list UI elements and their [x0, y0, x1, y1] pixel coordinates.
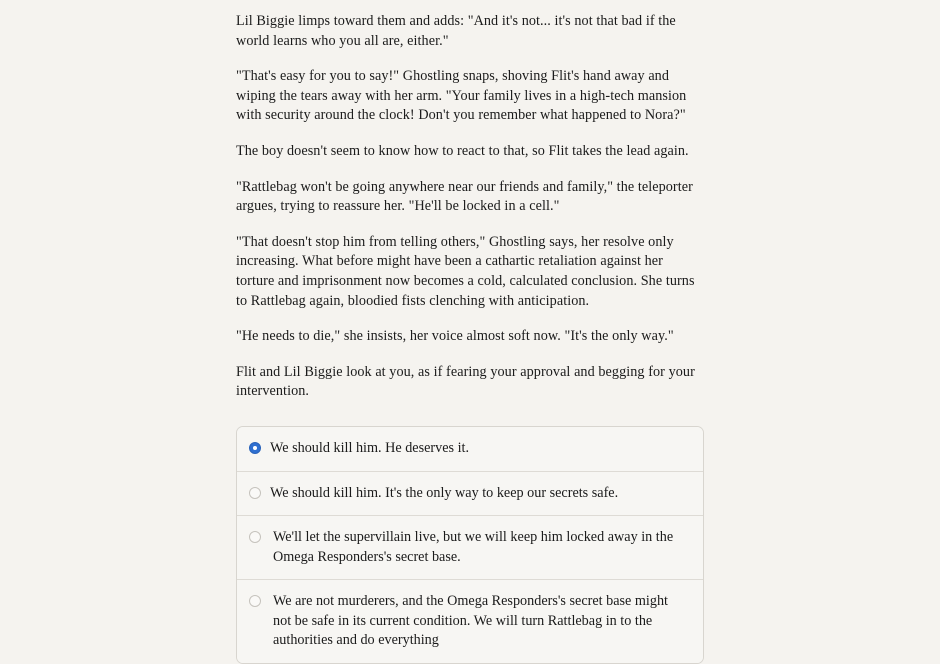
choice-option-kill-secrets[interactable]: [237, 471, 703, 516]
choice-option-label: We should kill him. He deserves it.: [270, 439, 470, 456]
choice-option-lock-away[interactable]: [237, 515, 703, 579]
radio-unselected-icon[interactable]: [249, 487, 261, 499]
story-paragraph: "That doesn't stop him from telling others," Ghostling says, her resolve only increasing. What before might have been a cathartic retaliation against her torture and imprisonment now becomes a cold, calculated conclusion. She turns to Rattlebag again, bloodied fists clenching with anticipation.: [236, 233, 695, 309]
radio-unselected-icon[interactable]: [249, 595, 261, 607]
choice-option-kill-deserves[interactable]: [237, 427, 703, 471]
story-paragraph: "He needs to die," she insists, her voice almost soft now. "It's the only way.": [236, 328, 674, 345]
radio-selected-icon[interactable]: [249, 442, 261, 454]
choice-list: [236, 426, 704, 664]
story-paragraph: The boy doesn't seem to know how to react to that, so Flit takes the lead again.: [236, 142, 689, 159]
radio-unselected-icon[interactable]: [249, 531, 261, 543]
story-column: [236, 0, 704, 664]
story-paragraph: "Rattlebag won't be going anywhere near our friends and family," the teleporter argues, trying to reassure her. "He'll be locked in a cell.": [236, 178, 693, 215]
choice-option-label: We are not murderers, and the Omega Responders's secret base might not be safe in its current condition. We will turn Rattlebag in to the authorities and do everything: [273, 593, 668, 649]
story-paragraph: "That's easy for you to say!" Ghostling snaps, shoving Flit's hand away and wiping the tears away with her arm. "Your family lives in a high-tech mansion with security around the clock! Don't you remember what happened to Nora?": [236, 68, 687, 124]
story-paragraph: Flit and Lil Biggie look at you, as if fearing your approval and begging for your intervention.: [236, 363, 695, 400]
choice-option-label: We should kill him. It's the only way to keep our secrets safe.: [270, 484, 619, 501]
story-paragraph: Lil Biggie limps toward them and adds: "And it's not... it's not that bad if the world learns who you all are, either.": [236, 13, 676, 49]
choice-option-authorities[interactable]: [237, 579, 703, 663]
choice-option-label: We'll let the supervillain live, but we will keep him locked away in the Omega Responders's secret base.: [273, 529, 674, 565]
